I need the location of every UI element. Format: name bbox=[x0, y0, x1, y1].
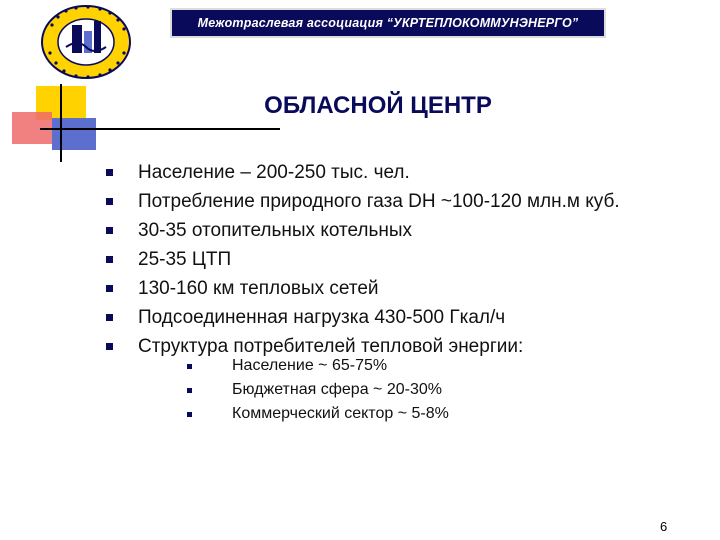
sub-list-item-text: Коммерческий сектор ~ 5-8% bbox=[232, 405, 449, 422]
bullet-square-icon bbox=[106, 227, 113, 234]
bullet-square-icon bbox=[106, 314, 113, 321]
association-logo bbox=[38, 3, 134, 81]
bullet-square-icon bbox=[106, 169, 113, 176]
page-number: 6 bbox=[660, 519, 668, 534]
bullet-square-icon bbox=[187, 388, 192, 393]
list-item-text: 30-35 отопительных котельных bbox=[138, 220, 413, 241]
sub-list-item-text: Население ~ 65-75% bbox=[232, 357, 388, 374]
bullet-square-icon bbox=[187, 364, 192, 369]
sub-list-item bbox=[187, 380, 687, 404]
list-item-text: Структура потребителей тепловой энергии: bbox=[138, 336, 524, 357]
list-item bbox=[106, 277, 706, 306]
list-item bbox=[106, 219, 706, 248]
slide-title: ОБЛАСНОЙ ЦЕНТР bbox=[264, 92, 492, 119]
bullet-square-icon bbox=[106, 256, 113, 263]
list-item bbox=[106, 190, 706, 219]
list-item-text: 25-35 ЦТП bbox=[138, 249, 232, 270]
list-item-text: Население – 200-250 тыс. чел. bbox=[138, 162, 410, 183]
sub-list-item-text: Бюджетная сфера ~ 20-30% bbox=[232, 381, 442, 398]
bullet-square-icon bbox=[187, 412, 192, 417]
decor-blue-square bbox=[52, 118, 96, 150]
list-item bbox=[106, 248, 706, 277]
bullet-square-icon bbox=[106, 285, 113, 292]
list-item bbox=[106, 161, 706, 190]
bullet-square-icon bbox=[106, 198, 113, 205]
list-item bbox=[106, 306, 706, 335]
sub-list-item bbox=[187, 404, 687, 428]
decor-horizontal-line bbox=[40, 128, 280, 130]
bullet-list bbox=[106, 161, 706, 364]
list-item-text: 130-160 км тепловых сетей bbox=[138, 278, 379, 299]
sub-list-item bbox=[187, 356, 687, 380]
association-header: Межотраслевая ассоциация “УКРТЕПЛОКОММУНЭНЕРГО” bbox=[170, 8, 606, 38]
sub-bullet-list bbox=[187, 356, 687, 428]
list-item-text: Подсоединенная нагрузка 430-500 Гкал/ч bbox=[138, 307, 506, 328]
bullet-square-icon bbox=[106, 343, 113, 350]
list-item-text: Потребление природного газа DH ~100-120 млн.м куб. bbox=[138, 191, 620, 212]
